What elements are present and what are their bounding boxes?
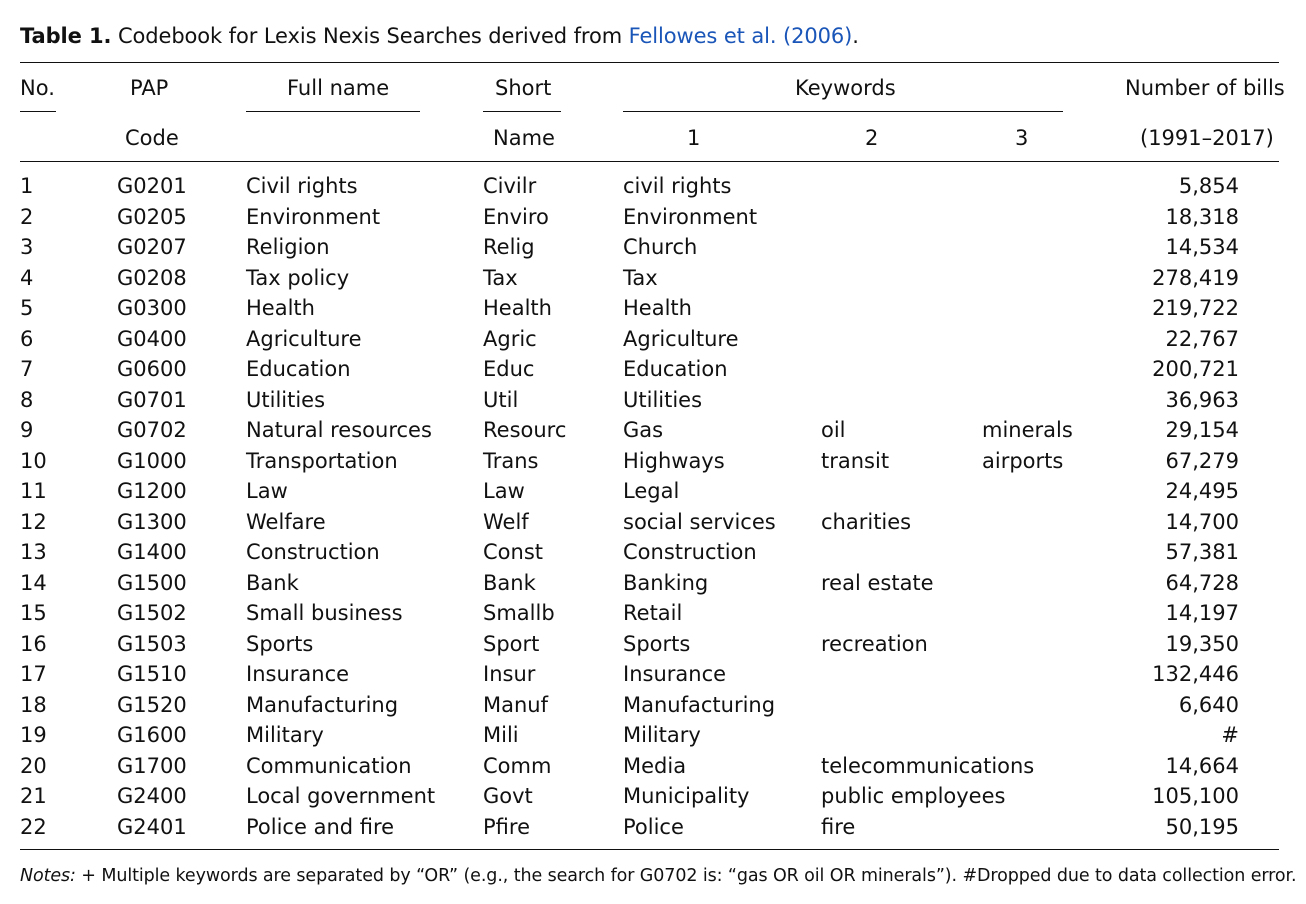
cell-short-name: Util bbox=[483, 387, 519, 412]
cell-short-name: Trans bbox=[483, 448, 539, 473]
cell-pap-code: G2401 bbox=[117, 814, 187, 839]
table-row bbox=[0, 202, 1306, 233]
cell-number-of-bills: 19,350 bbox=[1165, 631, 1239, 656]
header-years: (1991–2017) bbox=[1140, 126, 1274, 150]
cell-pap-code: G0208 bbox=[117, 265, 187, 290]
cell-keyword-1: Utilities bbox=[623, 387, 703, 412]
cell-short-name: Tax bbox=[483, 265, 518, 290]
cell-keyword-1: Gas bbox=[623, 418, 664, 442]
cell-no: 11 bbox=[20, 479, 47, 503]
cell-number-of-bills: 219,722 bbox=[1152, 296, 1239, 320]
cell-keyword-1: Environment bbox=[623, 204, 758, 229]
cell-full-name: Manufacturing bbox=[246, 692, 399, 717]
table-row bbox=[0, 476, 1306, 507]
cell-no: 19 bbox=[20, 723, 47, 747]
cell-pap-code: G1700 bbox=[117, 753, 187, 778]
cell-number-of-bills: 200,721 bbox=[1152, 357, 1239, 381]
cell-keyword-1: Municipality bbox=[623, 784, 750, 808]
cell-full-name: Welfare bbox=[246, 509, 326, 534]
cell-keyword-3: airports bbox=[982, 448, 1064, 473]
cell-full-name: Sports bbox=[246, 631, 314, 656]
cell-full-name: Military bbox=[246, 723, 324, 747]
cell-short-name: Relig bbox=[483, 235, 535, 259]
cell-number-of-bills: 67,279 bbox=[1165, 448, 1239, 473]
cell-full-name: Civil rights bbox=[246, 174, 358, 198]
header-code: Code bbox=[125, 126, 179, 150]
table-row bbox=[0, 385, 1306, 416]
header-short: Short bbox=[495, 76, 552, 100]
underline-full-name bbox=[246, 111, 420, 112]
table-body bbox=[0, 171, 1306, 842]
cell-short-name: Mili bbox=[483, 723, 519, 747]
cell-pap-code: G0201 bbox=[117, 174, 187, 198]
cell-pap-code: G2400 bbox=[117, 784, 187, 808]
table-row bbox=[0, 812, 1306, 843]
table-row bbox=[0, 537, 1306, 568]
cell-full-name: Small business bbox=[246, 601, 403, 625]
table-label: Table 1. bbox=[20, 24, 112, 48]
cell-keyword-1: Agriculture bbox=[623, 326, 739, 351]
cell-number-of-bills: 278,419 bbox=[1152, 265, 1239, 290]
table-row bbox=[0, 293, 1306, 324]
cell-no: 6 bbox=[20, 326, 34, 351]
cell-number-of-bills: 14,700 bbox=[1165, 509, 1239, 534]
underline-keywords bbox=[623, 111, 1063, 112]
cell-short-name: Agric bbox=[483, 326, 537, 351]
cell-pap-code: G0702 bbox=[117, 418, 187, 442]
cell-full-name: Education bbox=[246, 357, 351, 381]
cell-short-name: Welf bbox=[483, 509, 529, 534]
cell-full-name: Health bbox=[246, 296, 315, 320]
table-row bbox=[0, 446, 1306, 477]
cell-number-of-bills: 6,640 bbox=[1178, 692, 1239, 717]
table-row bbox=[0, 781, 1306, 812]
table-row bbox=[0, 324, 1306, 355]
cell-keyword-2: transit bbox=[821, 448, 890, 473]
cell-short-name: Smallb bbox=[483, 601, 555, 625]
header-full-name: Full name bbox=[287, 76, 390, 100]
cell-full-name: Construction bbox=[246, 540, 380, 564]
cell-pap-code: G0600 bbox=[117, 357, 187, 381]
cell-no: 18 bbox=[20, 692, 47, 717]
cell-no: 5 bbox=[20, 296, 34, 320]
table-row bbox=[0, 690, 1306, 721]
cell-no: 4 bbox=[20, 265, 34, 290]
cell-number-of-bills: 105,100 bbox=[1152, 784, 1239, 808]
header-name: Name bbox=[493, 126, 555, 150]
cell-short-name: Educ bbox=[483, 357, 535, 381]
cell-pap-code: G1520 bbox=[117, 692, 187, 717]
caption-end: . bbox=[852, 24, 859, 48]
top-rule bbox=[20, 62, 1279, 63]
cell-full-name: Tax policy bbox=[246, 265, 350, 290]
reference-link[interactable]: Fellowes et al. (2006) bbox=[628, 24, 853, 48]
cell-no: 3 bbox=[20, 235, 34, 259]
cell-number-of-bills: 14,534 bbox=[1165, 235, 1239, 259]
table-notes bbox=[20, 866, 1296, 886]
cell-pap-code: G1300 bbox=[117, 509, 187, 534]
cell-full-name: Natural resources bbox=[246, 418, 432, 442]
header-keyword-1: 1 bbox=[687, 126, 701, 150]
cell-short-name: Insur bbox=[483, 662, 536, 686]
table-row bbox=[0, 232, 1306, 263]
cell-number-of-bills: 64,728 bbox=[1165, 570, 1239, 595]
cell-keyword-1: civil rights bbox=[623, 174, 732, 198]
cell-no: 8 bbox=[20, 387, 34, 412]
cell-number-of-bills: 29,154 bbox=[1165, 418, 1239, 442]
cell-full-name: Bank bbox=[246, 570, 299, 595]
cell-number-of-bills: 57,381 bbox=[1165, 540, 1239, 564]
cell-keyword-1: Manufacturing bbox=[623, 692, 776, 717]
cell-pap-code: G1400 bbox=[117, 540, 187, 564]
cell-full-name: Police and fire bbox=[246, 814, 395, 839]
cell-number-of-bills: 22,767 bbox=[1165, 326, 1239, 351]
table-row bbox=[0, 568, 1306, 599]
cell-keyword-1: Retail bbox=[623, 601, 683, 625]
header-pap: PAP bbox=[130, 76, 169, 100]
notes-label: Notes: bbox=[20, 866, 76, 886]
cell-short-name: Bank bbox=[483, 570, 536, 595]
cell-full-name: Agriculture bbox=[246, 326, 362, 351]
table-row bbox=[0, 263, 1306, 294]
cell-keyword-1: Legal bbox=[623, 479, 680, 503]
header-number-of-bills: Number of bills bbox=[1125, 76, 1285, 100]
table-row bbox=[0, 598, 1306, 629]
cell-full-name: Religion bbox=[246, 235, 330, 259]
cell-full-name: Law bbox=[246, 479, 288, 503]
cell-no: 20 bbox=[20, 753, 47, 778]
table-row bbox=[0, 415, 1306, 446]
cell-number-of-bills: 18,318 bbox=[1165, 204, 1239, 229]
cell-keyword-1: Media bbox=[623, 753, 687, 778]
cell-keyword-1: Highways bbox=[623, 448, 725, 473]
cell-keyword-2: public employees bbox=[821, 784, 1006, 808]
cell-pap-code: G0701 bbox=[117, 387, 187, 412]
header-keyword-2: 2 bbox=[865, 126, 879, 150]
cell-keyword-1: Church bbox=[623, 235, 698, 259]
cell-full-name: Transportation bbox=[246, 448, 398, 473]
cell-keyword-1: social services bbox=[623, 509, 776, 534]
cell-short-name: Civilr bbox=[483, 174, 537, 198]
cell-no: 14 bbox=[20, 570, 47, 595]
table-row bbox=[0, 720, 1306, 751]
cell-pap-code: G1503 bbox=[117, 631, 187, 656]
cell-no: 2 bbox=[20, 204, 34, 229]
cell-number-of-bills: 132,446 bbox=[1152, 662, 1239, 686]
table-row bbox=[0, 507, 1306, 538]
cell-no: 16 bbox=[20, 631, 47, 656]
cell-number-of-bills: 14,664 bbox=[1165, 753, 1239, 778]
cell-keyword-1: Military bbox=[623, 723, 701, 747]
cell-number-of-bills: # bbox=[1221, 723, 1239, 747]
header-no: No. bbox=[20, 76, 55, 100]
cell-no: 22 bbox=[20, 814, 47, 839]
cell-pap-code: G1000 bbox=[117, 448, 187, 473]
cell-number-of-bills: 36,963 bbox=[1165, 387, 1239, 412]
cell-keyword-2: oil bbox=[821, 418, 846, 442]
table-row bbox=[0, 171, 1306, 202]
cell-keyword-1: Education bbox=[623, 357, 728, 381]
cell-full-name: Utilities bbox=[246, 387, 326, 412]
cell-short-name: Enviro bbox=[483, 204, 549, 229]
underline-short bbox=[483, 111, 561, 112]
cell-keyword-2: fire bbox=[821, 814, 856, 839]
cell-short-name: Manuf bbox=[483, 692, 548, 717]
cell-no: 1 bbox=[20, 174, 34, 198]
cell-full-name: Communication bbox=[246, 753, 412, 778]
cell-keyword-1: Banking bbox=[623, 570, 709, 595]
table-row bbox=[0, 659, 1306, 690]
table-caption bbox=[20, 24, 859, 48]
cell-no: 9 bbox=[20, 418, 34, 442]
cell-full-name: Environment bbox=[246, 204, 381, 229]
table-row bbox=[0, 354, 1306, 385]
cell-keyword-1: Construction bbox=[623, 540, 757, 564]
cell-no: 12 bbox=[20, 509, 47, 534]
cell-no: 15 bbox=[20, 601, 47, 625]
cell-no: 13 bbox=[20, 540, 47, 564]
cell-full-name: Local government bbox=[246, 784, 436, 808]
cell-number-of-bills: 5,854 bbox=[1178, 174, 1239, 198]
cell-short-name: Const bbox=[483, 540, 543, 564]
header-keywords: Keywords bbox=[795, 76, 896, 100]
cell-keyword-2: telecommunications bbox=[821, 753, 1035, 778]
cell-keyword-2: recreation bbox=[821, 631, 928, 656]
cell-pap-code: G1600 bbox=[117, 723, 187, 747]
cell-short-name: Pfire bbox=[483, 814, 530, 839]
cell-pap-code: G1502 bbox=[117, 601, 187, 625]
cell-number-of-bills: 50,195 bbox=[1165, 814, 1239, 839]
table-row bbox=[0, 629, 1306, 660]
cell-pap-code: G0205 bbox=[117, 204, 187, 229]
cell-keyword-1: Health bbox=[623, 296, 692, 320]
cell-keyword-1: Police bbox=[623, 814, 684, 839]
cell-no: 17 bbox=[20, 662, 47, 686]
cell-number-of-bills: 14,197 bbox=[1165, 601, 1239, 625]
cell-pap-code: G1500 bbox=[117, 570, 187, 595]
cell-no: 7 bbox=[20, 357, 34, 381]
cell-full-name: Insurance bbox=[246, 662, 350, 686]
header-rule bbox=[20, 161, 1279, 162]
table-row bbox=[0, 751, 1306, 782]
cell-short-name: Sport bbox=[483, 631, 540, 656]
cell-keyword-1: Tax bbox=[623, 265, 658, 290]
underline-no bbox=[20, 111, 56, 112]
bottom-rule bbox=[20, 849, 1279, 850]
cell-short-name: Govt bbox=[483, 784, 533, 808]
cell-keyword-2: charities bbox=[821, 509, 912, 534]
cell-pap-code: G0400 bbox=[117, 326, 187, 351]
cell-keyword-3: minerals bbox=[982, 418, 1073, 442]
cell-short-name: Law bbox=[483, 479, 525, 503]
cell-no: 10 bbox=[20, 448, 47, 473]
cell-pap-code: G1510 bbox=[117, 662, 187, 686]
cell-number-of-bills: 24,495 bbox=[1165, 479, 1239, 503]
cell-keyword-2: real estate bbox=[821, 570, 934, 595]
cell-short-name: Resourc bbox=[483, 418, 567, 442]
header-keyword-3: 3 bbox=[1015, 126, 1029, 150]
cell-pap-code: G0300 bbox=[117, 296, 187, 320]
caption-text: Codebook for Lexis Nexis Searches derived from bbox=[117, 24, 629, 48]
cell-short-name: Comm bbox=[483, 753, 552, 778]
cell-pap-code: G0207 bbox=[117, 235, 187, 259]
cell-short-name: Health bbox=[483, 296, 552, 320]
notes-text: + Multiple keywords are separated by “OR” (e.g., the search for G0702 is: “gas OR oil OR minerals”). #Dropped due to data collection error. bbox=[75, 866, 1297, 886]
cell-keyword-1: Insurance bbox=[623, 662, 727, 686]
cell-keyword-1: Sports bbox=[623, 631, 691, 656]
cell-pap-code: G1200 bbox=[117, 479, 187, 503]
cell-no: 21 bbox=[20, 784, 47, 808]
